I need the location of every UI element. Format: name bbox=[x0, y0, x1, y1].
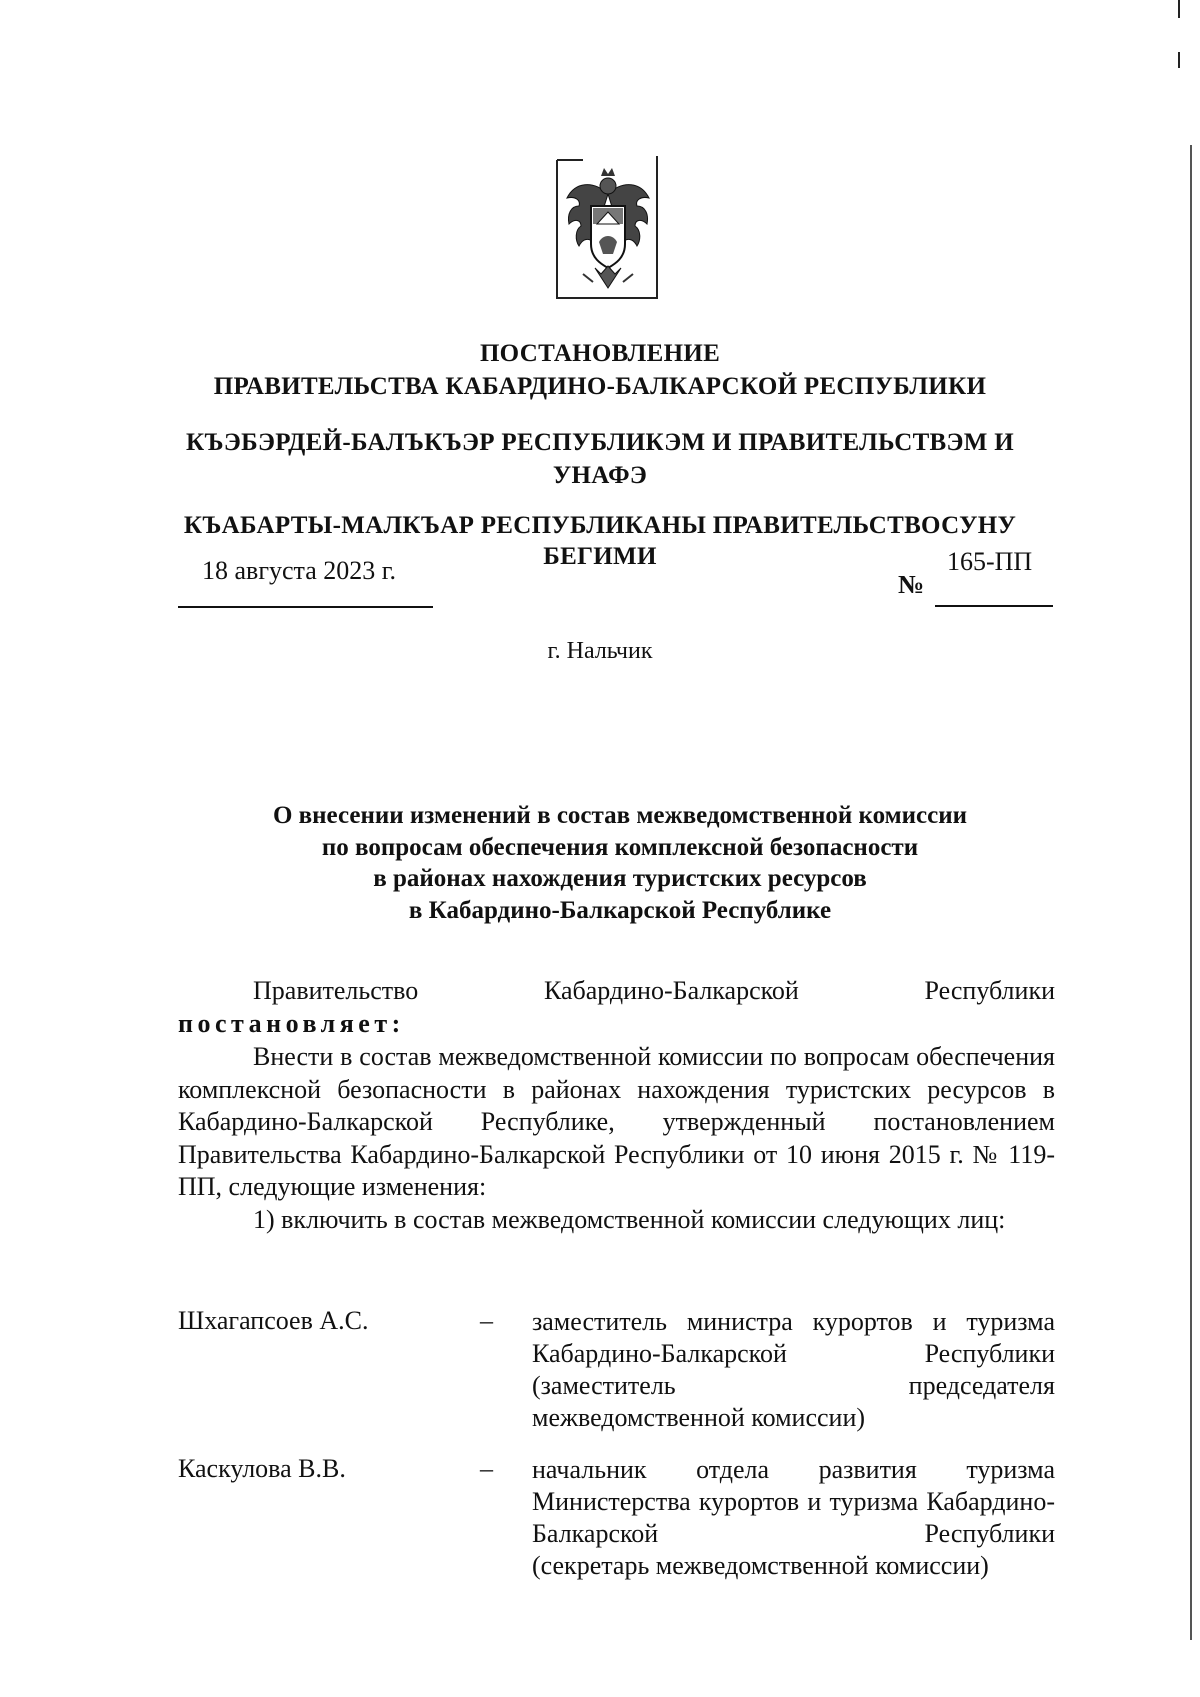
date-underline bbox=[178, 606, 433, 608]
title-line: в районах нахождения туристских ресурсов bbox=[373, 865, 867, 892]
member-dash: – bbox=[480, 1306, 493, 1335]
member-position bbox=[532, 1454, 1055, 1582]
member-name: Каскулова В.В. bbox=[178, 1454, 346, 1483]
position-text: заместитель министра курортов и туризма Кабардино-Балкарской Республики (заместитель председателя bbox=[532, 1307, 1055, 1400]
resolution-intro bbox=[178, 975, 1055, 1008]
kabardian-heading-line1: КЪЭБЭРДЕЙ-БАЛЪКЪЭР РЕСПУБЛИКЭМ И ПРАВИТЕЛЬСТВЭМ И bbox=[186, 429, 1014, 456]
balkar-heading-line2: БЕГИМИ bbox=[543, 543, 657, 570]
scan-edge-mark bbox=[1178, 52, 1180, 68]
intro-text: Правительство Кабардино-Балкарской Республики bbox=[253, 976, 1055, 1005]
scan-edge-line bbox=[1190, 145, 1192, 1640]
document-type-heading: ПОСТАНОВЛЕНИЕ bbox=[479, 340, 721, 367]
scan-edge-mark bbox=[1178, 0, 1180, 18]
issue-city: г. Нальчик bbox=[547, 638, 653, 664]
title-line: О внесении изменений в состав межведомственной комиссии bbox=[272, 802, 968, 829]
position-text-last: межведомственной комиссии) bbox=[532, 1403, 866, 1432]
title-line: по вопросам обеспечения комплексной безопасности bbox=[321, 833, 919, 861]
position-text-last: (секретарь межведомственной комиссии) bbox=[532, 1551, 989, 1580]
resolution-verb bbox=[178, 1008, 1055, 1041]
member-name: Шхагапсоев А.С. bbox=[178, 1306, 369, 1335]
body-paragraph-1: Внести в состав межведомственной комиссии по вопросам обеспечения комплексной безопасности в районах нахождения туристских ресурсов в Кабардино-Балкарской Республике, утвержденный постановлением Правительства Кабардино-Балкарской Республики от 10 июня 2015 г. № 119-ПП, следующие изменения: bbox=[178, 1042, 1055, 1201]
member-dash: – bbox=[480, 1454, 493, 1483]
number-underline bbox=[935, 605, 1053, 607]
coat-of-arms-emblem bbox=[553, 154, 663, 302]
member-position bbox=[532, 1306, 1055, 1434]
issuing-authority-heading: ПРАВИТЕЛЬСТВА КАБАРДИНО-БАЛКАРСКОЙ РЕСПУБЛИКИ bbox=[213, 373, 987, 400]
balkar-heading-line1: КЪАБАРТЫ-МАЛКЪАР РЕСПУБЛИКАНЫ ПРАВИТЕЛЬСТВОСУНУ bbox=[183, 512, 1017, 539]
body-item-1: 1) включить в состав межведомственной комиссии следующих лиц: bbox=[253, 1205, 1006, 1234]
resolves-word: постановляет: bbox=[178, 1009, 405, 1038]
document-date: 18 августа 2023 г. bbox=[202, 556, 396, 585]
number-sign: № bbox=[898, 570, 925, 599]
title-line: в Кабардино-Балкарской Республике bbox=[408, 896, 832, 924]
kabardian-heading-line2: УНАФЭ bbox=[552, 462, 648, 489]
position-text: начальник отдела развития туризма Министерства курортов и туризма Кабардино-Балкарской Республики bbox=[532, 1455, 1055, 1548]
document-title bbox=[150, 800, 1090, 926]
document-number: 165-ПП bbox=[947, 547, 1033, 576]
